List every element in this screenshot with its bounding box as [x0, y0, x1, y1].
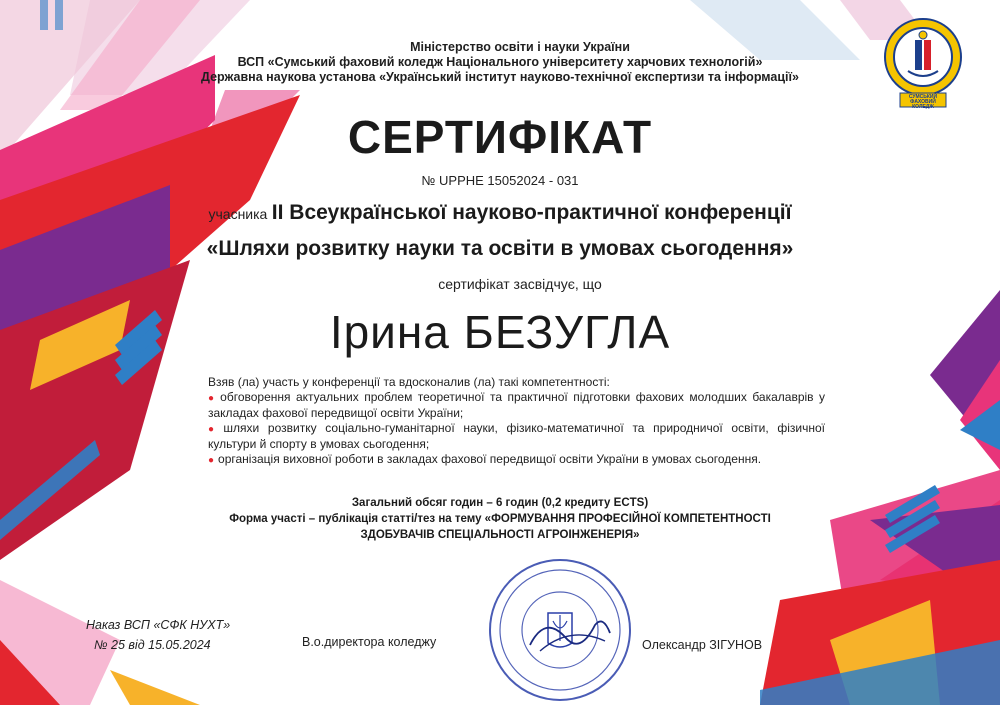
participant-prefix: учасника: [208, 206, 268, 222]
director-title: В.о.директора коледжу: [302, 635, 437, 649]
order-line-1: Наказ ВСП «СФК НУХТ»: [86, 618, 231, 632]
conference-title: II Всеукраїнської науково-практичної конференції: [271, 201, 792, 224]
official-stamp: [485, 555, 635, 705]
certificate-title: СЕРТИФІКАТ: [347, 111, 653, 163]
logo-text: СУМСЬКИЙ ФАХОВИЙ КОЛЕДЖ: [908, 94, 938, 110]
bullet-icon: ●: [208, 455, 215, 466]
form-line-2: ЗДОБУВАЧІВ СПЕЦІАЛЬНОСТІ АГРОІНЖЕНЕРІЯ»: [360, 529, 640, 541]
conference-theme: «Шляхи розвитку науки та освіти в умовах сьогодення»: [206, 237, 794, 260]
competencies-intro: Взяв (ла) участь у конференції та вдосконалив (ла) такі компетентності:: [208, 375, 610, 389]
hours-text: Загальний обсяг годин – 6 годин (0,2 кредиту ECTS): [351, 497, 649, 509]
form-line-1: Форма участі – публікація статті/тез на тему «ФОРМУВАННЯ ПРОФЕСІЙНОЇ КОМПЕТЕНТНОСТІ: [229, 513, 771, 525]
ministry-line: Міністерство освіти і науки України: [410, 40, 630, 54]
stamp-icon: [485, 555, 635, 705]
competency-item: ● обговорення актуальних проблем теоретичної та практичної підготовки фахових молодших бакалаврів у закладах фахової передвищої освіти України;: [208, 390, 825, 420]
institute-line: Державна наукова установа «Український інститут науково-технічної експертизи та інформації»: [201, 70, 799, 84]
conference-line-1: [0, 201, 1000, 225]
competencies-block: [208, 375, 825, 468]
competency-item: ● шляхи розвитку соціально-гуманітарної науки, фізико-математичної та природничої освіти, фізичної культури й спорту в умовах сьогодення;: [208, 421, 825, 451]
certifies-text: сертифікат засвідчує, що: [438, 276, 602, 292]
college-line: ВСП «Сумський фаховий коледж Національного університету харчових технологій»: [237, 55, 763, 69]
bullet-icon: ●: [208, 424, 220, 435]
order-line-2: № 25 від 15.05.2024: [94, 638, 211, 652]
certificate-number: № UPPHE 15052024 - 031: [421, 173, 579, 188]
competency-item: ● організація виховної роботи в закладах фахової передвищої освіти України в умовах сьогодення.: [208, 452, 762, 466]
bullet-icon: ●: [208, 393, 217, 404]
certificate-header: [0, 40, 1000, 85]
director-name: Олександр ЗІГУНОВ: [642, 638, 763, 652]
recipient-name: Ірина БЕЗУГЛА: [329, 306, 671, 358]
